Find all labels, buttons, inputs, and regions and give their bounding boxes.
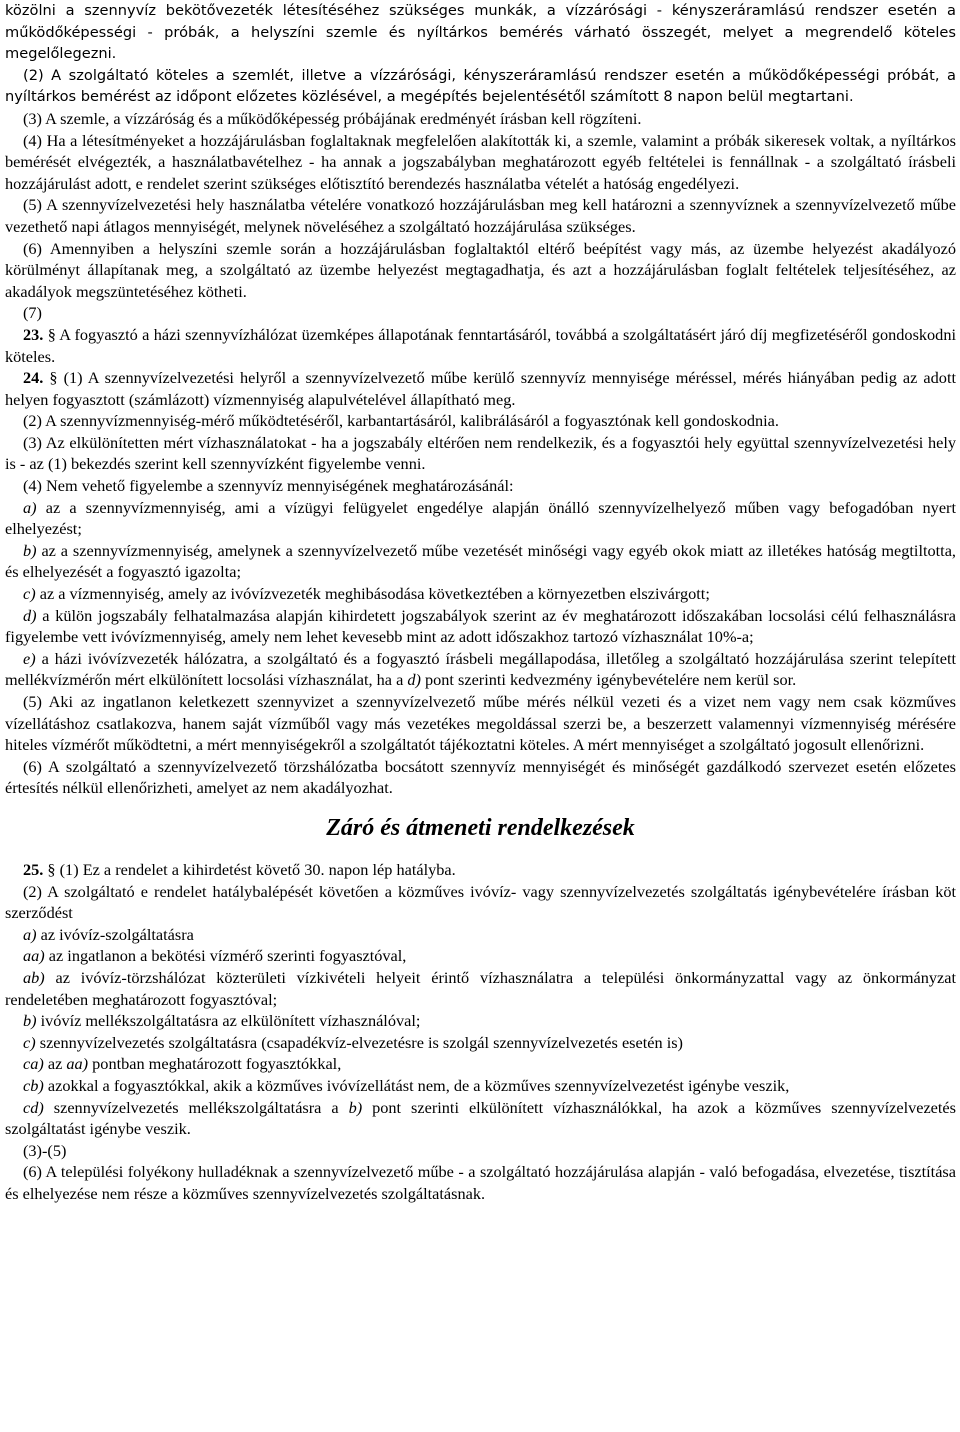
paragraph-25-1: [5, 859, 956, 881]
paragraph-text: (3) A szemle, a vízzáróság és a működőképesség próbájának eredményét írásban kell rögzíteni.: [23, 108, 642, 128]
section-number: 25.: [23, 859, 44, 879]
paragraph-text: az ivóvíz-szolgáltatásra: [36, 924, 194, 944]
paragraph-text: (4) Nem vehető figyelembe a szennyvíz mennyiségének meghatározásánál:: [23, 476, 514, 496]
paragraph-text: az a szennyvízmennyiség, ami a vízügyi felügyelet engedélye alapján önálló szennyvízelhelyező műben vagy befogadóban nyert elhelyezést;: [5, 497, 956, 539]
paragraph-25-2aa: [5, 945, 956, 967]
paragraph-24-4a: [5, 497, 956, 540]
paragraph-text: az a szennyvízmennyiség, amelynek a szennyvízelvezető műbe vezetését minőségi vagy egyéb okok miatt az illetékes hatóság megtiltotta, és elhelyezését a fogyasztó igazolta;: [5, 540, 956, 582]
paragraph-24-4b: [5, 540, 956, 583]
point-label: b): [23, 1011, 37, 1031]
paragraph-text: (7): [23, 303, 42, 323]
paragraph-text: § (1) Ez a rendelet a kihirdetést követő 30. napon lép hatályba.: [43, 859, 456, 879]
paragraph-text: az ivóvíz-törzshálózat közterületi vízkivételi helyeit érintő vízhasználatra a települési önkormányzattal vagy az önkormányzat rendeletében meghatározott fogyasztóval;: [5, 967, 956, 1009]
paragraph-22-2: [5, 65, 956, 108]
paragraph-22-6: [5, 238, 956, 303]
paragraph-24-6: [5, 756, 956, 799]
paragraph-text: közölni a szennyvíz bekötővezeték létesítéséhez szükséges munkák, a vízzárósági - kényszeráramlású rendszer esetén a működőképességi - próbák, a helyszíni szemle és nyíltárkos bemérés várható összegét, melyet a megrendelő köteles megelőlegezni.: [5, 2, 956, 63]
paragraph-text: pontban meghatározott fogyasztókkal,: [88, 1054, 342, 1074]
paragraph-22-4: [5, 130, 956, 195]
paragraph-text: (3) Az elkülönítetten mért vízhasználatokat - ha a jogszabály eltérően nem rendelkezik, és a fogyasztói hely együttal szennyvízelvezetési hely is - az (1) bekezdés szerint kell szennyvízként figyelembe venni.: [5, 432, 956, 474]
point-label: aa): [23, 946, 45, 966]
section-heading: Záró és átmeneti rendelkezések: [326, 814, 635, 841]
paragraph-25-2: [5, 881, 956, 924]
paragraph-text: (2) A szolgáltató e rendelet hatálybalépését követően a közműves ivóvíz- vagy szennyvízelvezetés szolgáltatás igénybevételére írásban köt szerződést: [5, 881, 956, 923]
paragraph-24-4: [5, 475, 956, 497]
paragraph-23: [5, 324, 956, 367]
point-label: c): [23, 584, 36, 604]
paragraph-text: az a vízmennyiség, amely az ivóvízvezeték meghibásodása következtében a környezetben elszivárgott;: [35, 584, 710, 604]
paragraph-24-4e: [5, 648, 956, 691]
paragraph-text: az ingatlanon a bekötési vízmérő szerinti fogyasztóval,: [44, 946, 407, 966]
paragraph-25-2cb: [5, 1075, 956, 1097]
paragraph-text: § A fogyasztó a házi szennyvízhálózat üzemképes állapotának fenntartásáról, továbbá a szolgáltatásért járó díj megfizetéséről gondoskodni köteles.: [5, 324, 956, 366]
paragraph-text: § (1) A szennyvízelvezetési helyről a szennyvízelvezető műbe kerülő szennyvíz mennyisége méréssel, mérés hiányában pedig az adott helyen fogyasztott (számlázott) vízmennyiség alapulvételével állapítható meg.: [5, 368, 956, 409]
paragraph-text: (4) Ha a létesítményeket a hozzájárulásban foglaltaknak megfelelően alakították ki, a szemle, valamint a próbák sikeresek voltak, a nyíltárkos bemérését elvégezték, a használatbavételhez - ha annak a jogszabályban meghatározott egyéb feltételei is fennállnak - a szolgáltató írásbeli hozzájárulást adott, e rendelet szerint szükséges előtisztító berendezés használatba vételét a hatóság engedélyezi.: [5, 130, 956, 193]
paragraph-24-3: [5, 432, 956, 475]
paragraph-25-2ab: [5, 967, 956, 1010]
paragraph-text: szennyvízelvezetés mellékszolgáltatásra a: [43, 1097, 349, 1117]
point-label: c): [23, 1032, 36, 1052]
paragraph-text: a házi ivóvízvezeték hálózatra, a szolgáltató és a fogyasztó írásbeli megállapodása, illetőleg a szolgáltató hozzájárulása szerint telepített mellékvízmérőn mért elkülönített locsolási vízhasználat, ha a: [5, 648, 956, 690]
paragraph-25-2b: [5, 1010, 956, 1032]
paragraph-text: azokkal a fogyasztókkal, akik a közműves ivóvízellátást nem, de a közműves szennyvízelvezetést igénybe veszik,: [43, 1075, 790, 1095]
paragraph-text: pont szerinti kedvezmény igénybevételére nem kerül sor.: [420, 670, 797, 690]
paragraph-text: szennyvízelvezetés szolgáltatásra (csapadékvíz-elvezetésre is szolgál szennyvízelvezetés esetén is): [35, 1032, 683, 1052]
paragraph-text: (2) A szolgáltató köteles a szemlét, illetve a vízzárósági, kényszeráramlású rendszer esetén a működőképességi próbát, a nyíltárkos bemérést az időpont előzetes közlésével, a megépítés bejelentésétől számított 8 napon belül megtartani.: [5, 66, 956, 106]
paragraph-25-2a: [5, 924, 956, 946]
point-label: cb): [23, 1075, 44, 1095]
closing-provisions: [5, 859, 956, 1205]
point-label: d): [407, 670, 421, 690]
paragraph-text: (6) A települési folyékony hulladéknak a szennyvízelvezető műbe - a szolgáltató hozzájárulása alapján - való befogadása, elvezetése, tisztítása és elhelyezése nem része a közműves szennyvízelvezetés szolgáltatásnak.: [5, 1162, 956, 1203]
paragraph-22-7: [5, 302, 956, 324]
paragraph-25-2cd: [5, 1097, 956, 1140]
point-label: a): [23, 497, 37, 517]
paragraph-24-4d: [5, 605, 956, 648]
paragraph-24-4c: [5, 583, 956, 605]
point-label: ca): [23, 1054, 44, 1074]
point-label: b): [23, 540, 37, 560]
paragraph-22-3: [5, 108, 956, 130]
paragraph-25-6: [5, 1161, 956, 1204]
paragraph-text: (2) A szennyvízmennyiség-mérő működtetéséről, karbantartásáról, kalibrálásáról a fogyasztónak kell gondoskodnia.: [23, 411, 779, 431]
point-label: a): [23, 924, 37, 944]
section-number: 24.: [23, 368, 44, 388]
paragraph-text: pont szerinti elkülönített vízhasználókkal, ha azok a közműves szennyvízelvezetés szolgáltatást igénybe veszik.: [5, 1097, 956, 1139]
paragraph-text: ivóvíz mellékszolgáltatásra az elkülönített vízhasználóval;: [36, 1011, 421, 1031]
point-label: d): [23, 605, 37, 625]
paragraph-text: a külön jogszabály felhatalmazása alapján kihirdetett jogszabályok szerint az év meghatározott időszakában locsolási célú felhasználásra figyelembe vett ivóvízmennyiség, amely nem lehet kevesebb mint az adott időszakhoz tartozó vízhasználat 10%-a;: [5, 605, 956, 647]
point-label: ab): [23, 967, 45, 987]
point-label: cd): [23, 1097, 44, 1117]
paragraph-25-2c: [5, 1032, 956, 1054]
paragraph-24-1: [5, 367, 956, 410]
section-number: 23.: [23, 324, 44, 344]
paragraph-text: (5) Aki az ingatlanon keletkezett szennyvizet a szennyvízelvezető műbe mérés nélkül vezeti és a vizet nem vagy nem csak közműves vízellátáshoz csatlakozva, hanem saját vízműből vagy más vezetékes megoldással szerzi be, a beszerzett valamennyi vízmennyiség mérésére hiteles vízmérőt működtetni, a mért mennyiségekről a szolgáltatót tájékoztatni köteles. A mért mennyiséget a szolgáltató jogosult ellenőrizni.: [5, 692, 956, 755]
paragraph-cont: [5, 0, 956, 65]
paragraph-text: (6) Amennyiben a helyszíni szemle során a hozzájárulásban foglaltaktól eltérő beépítést vagy más, az üzembe helyezést akadályozó körülményt állapítanak meg, a szolgáltató az üzembe helyezést megtagadhatja, és azt a hozzájárulásban foglalt feltételek teljesítéséhez, az akadályok megszüntetéséhez kötheti.: [5, 238, 956, 301]
point-label: e): [23, 648, 36, 668]
paragraph-22-5: [5, 194, 956, 237]
point-label: aa): [66, 1054, 89, 1074]
paragraph-24-2: [5, 410, 956, 432]
paragraph-text: (3)-(5): [23, 1140, 67, 1160]
paragraph-text: (6) A szolgáltató a szennyvízelvezető törzshálózatba bocsátott szennyvíz mennyiségét és minőségét gazdálkodó szervezet esetén előzetes értesítés nélkül ellenőrizheti, amelyet az nem akadályozhat.: [5, 756, 956, 798]
paragraph-25-3-5: [5, 1140, 956, 1162]
point-label: b): [348, 1097, 363, 1117]
paragraph-24-5: [5, 691, 956, 756]
paragraph-25-2ca: [5, 1053, 956, 1075]
paragraph-text: (5) A szennyvízelvezetési hely használatba vételére vonatkozó hozzájárulásban meg kell határozni a szennyvíznek a szennyvízelvezető műbe vezethető napi átlagos mennyiségét, melynek növeléséhez a szolgáltató hozzájárulása szükséges.: [5, 195, 956, 236]
document-body: [5, 0, 956, 799]
paragraph-text: az: [43, 1054, 67, 1074]
